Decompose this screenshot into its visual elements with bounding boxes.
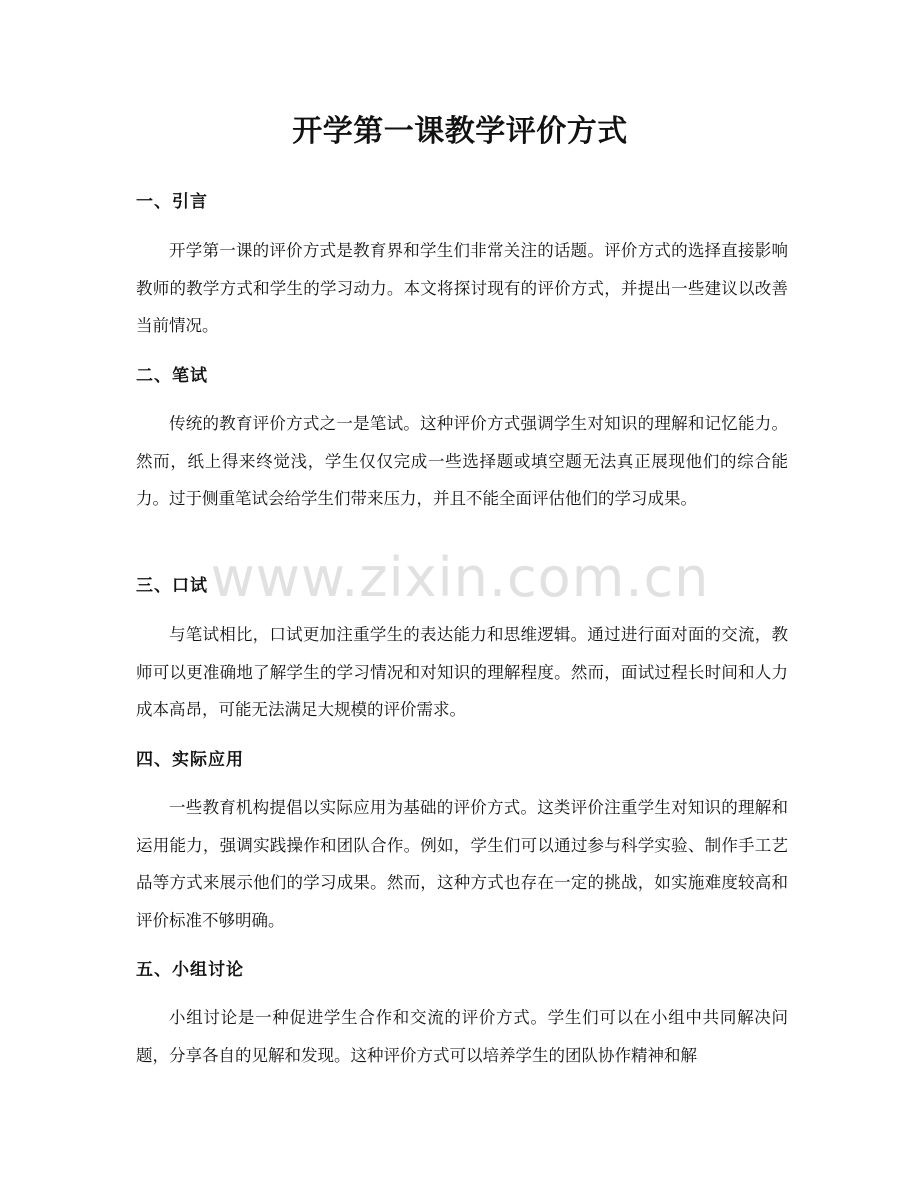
watermark: www.zixin.com.cn bbox=[210, 546, 710, 609]
section-paragraph-practical-application: 一些教育机构提倡以实际应用为基础的评价方式。这类评价注重学生对知识的理解和运用能力，强调实践操作和团队合作。例如，学生们可以通过参与科学实验、制作手工艺品等方式来展示他们的学习成果。然而，这种方式也存在一定的挑战，如实施难度较高和评价标准不够明确。 bbox=[136, 798, 788, 930]
section-heading-oral-exam: 三、口试 bbox=[136, 576, 208, 596]
section-heading-written-exam: 二、笔试 bbox=[136, 366, 208, 386]
section-paragraph-introduction: 开学第一课的评价方式是教育界和学生们非常关注的话题。评价方式的选择直接影响教师的教学方式和学生的学习动力。本文将探讨现有的评价方式，并提出一些建议以改善当前情况。 bbox=[136, 241, 788, 335]
section-paragraph-oral-exam: 与笔试相比，口试更加注重学生的表达能力和思维逻辑。通过进行面对面的交流，教师可以更准确地了解学生的学习情况和对知识的理解程度。然而，面试过程长时间和人力成本高昂，可能无法满足大规模的评价需求。 bbox=[136, 625, 788, 719]
section-heading-group-discussion: 五、小组讨论 bbox=[136, 960, 244, 980]
page-title: 开学第一课教学评价方式 bbox=[292, 114, 628, 149]
section-heading-introduction: 一、引言 bbox=[136, 192, 208, 212]
section-paragraph-group-discussion: 小组讨论是一种促进学生合作和交流的评价方式。学生们可以在小组中共同解决问题，分享各自的见解和发现。这种评价方式可以培养学生的团队协作精神和解 bbox=[136, 1008, 788, 1065]
section-heading-practical-application: 四、实际应用 bbox=[136, 750, 244, 770]
section-paragraph-written-exam: 传统的教育评价方式之一是笔试。这种评价方式强调学生对知识的理解和记忆能力。然而，纸上得来终觉浅，学生仅仅完成一些选择题或填空题无法真正展现他们的综合能力。过于侧重笔试会给学生们带来压力，并且不能全面评估他们的学习成果。 bbox=[136, 414, 788, 508]
